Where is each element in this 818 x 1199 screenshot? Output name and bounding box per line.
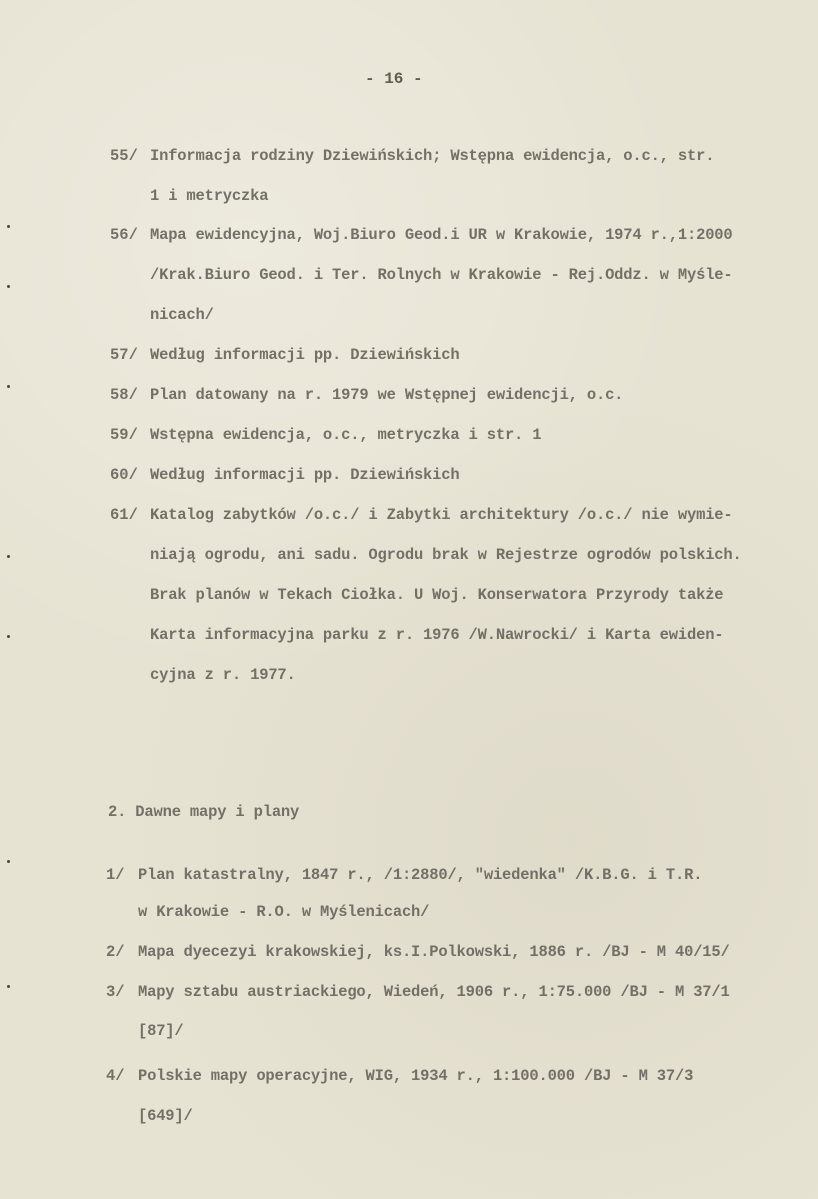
- footnote-number: 57/: [110, 346, 138, 364]
- map-entry-text-line: w Krakowie - R.O. w Myślenicach/: [138, 903, 430, 921]
- punch-mark: [7, 285, 10, 288]
- punch-mark: [7, 860, 10, 863]
- map-entry-text-line: Mapy sztabu austriackiego, Wiedeń, 1906 r., 1:75.000 /BJ - M 37/1: [138, 983, 730, 1001]
- map-entry-number: 4/: [106, 1067, 125, 1085]
- footnote-number: 61/: [110, 506, 138, 524]
- map-entry-text-line: Polskie mapy operacyjne, WIG, 1934 r., 1:100.000 /BJ - M 37/3: [138, 1067, 694, 1085]
- footnote-text-line: Informacja rodziny Dziewińskich; Wstępna ewidencja, o.c., str.: [150, 147, 715, 165]
- punch-mark: [7, 555, 10, 558]
- footnote-number: 56/: [110, 226, 138, 244]
- punch-mark: [7, 985, 10, 988]
- footnote-text-line: Wstępna ewidencja, o.c., metryczka i str. 1: [150, 426, 542, 444]
- footnote-number: 59/: [110, 426, 138, 444]
- map-entry-text-line: Plan katastralny, 1847 r., /1:2880/, "wiedenka" /K.B.G. i T.R.: [138, 866, 703, 884]
- footnote-text-line: cyjna z r. 1977.: [150, 666, 296, 684]
- footnote-text-line: Brak planów w Tekach Ciołka. U Woj. Konserwatora Przyrody także: [150, 586, 724, 604]
- punch-mark: [7, 385, 10, 388]
- footnote-text-line: nicach/: [150, 306, 214, 324]
- map-entry-number: 2/: [106, 943, 125, 961]
- footnote-text-line: /Krak.Biuro Geod. i Ter. Rolnych w Krakowie - Rej.Oddz. w Myśle-: [150, 266, 733, 284]
- footnote-text-line: niają ogrodu, ani sadu. Ogrodu brak w Rejestrze ogrodów polskich.: [150, 546, 742, 564]
- footnote-text-line: Katalog zabytków /o.c./ i Zabytki architektury /o.c./ nie wymie-: [150, 506, 733, 524]
- footnote-number: 58/: [110, 386, 138, 404]
- footnote-text-line: 1 i metryczka: [150, 187, 269, 205]
- punch-mark: [7, 635, 10, 638]
- map-entry-text-line: Mapa dyecezyi krakowskiej, ks.I.Polkowski, 1886 r. /BJ - M 40/15/: [138, 943, 730, 961]
- footnote-text-line: Karta informacyjna parku z r. 1976 /W.Nawrocki/ i Karta ewiden-: [150, 626, 724, 644]
- footnote-text-line: Według informacji pp. Dziewińskich: [150, 346, 460, 364]
- punch-mark: [7, 225, 10, 228]
- footnote-number: 55/: [110, 147, 138, 165]
- footnote-text-line: Mapa ewidencyjna, Woj.Biuro Geod.i UR w Krakowie, 1974 r.,1:2000: [150, 226, 733, 244]
- map-entry-text-line: [649]/: [138, 1107, 193, 1125]
- map-entry-text-line: [87]/: [138, 1022, 184, 1040]
- footnote-number: 60/: [110, 466, 138, 484]
- map-entry-number: 1/: [106, 866, 125, 884]
- footnote-text-line: Plan datowany na r. 1979 we Wstępnej ewidencji, o.c.: [150, 386, 624, 404]
- section-heading: 2. Dawne mapy i plany: [108, 803, 300, 821]
- map-entry-number: 3/: [106, 983, 125, 1001]
- page-number: - 16 -: [365, 70, 423, 88]
- footnote-text-line: Według informacji pp. Dziewińskich: [150, 466, 460, 484]
